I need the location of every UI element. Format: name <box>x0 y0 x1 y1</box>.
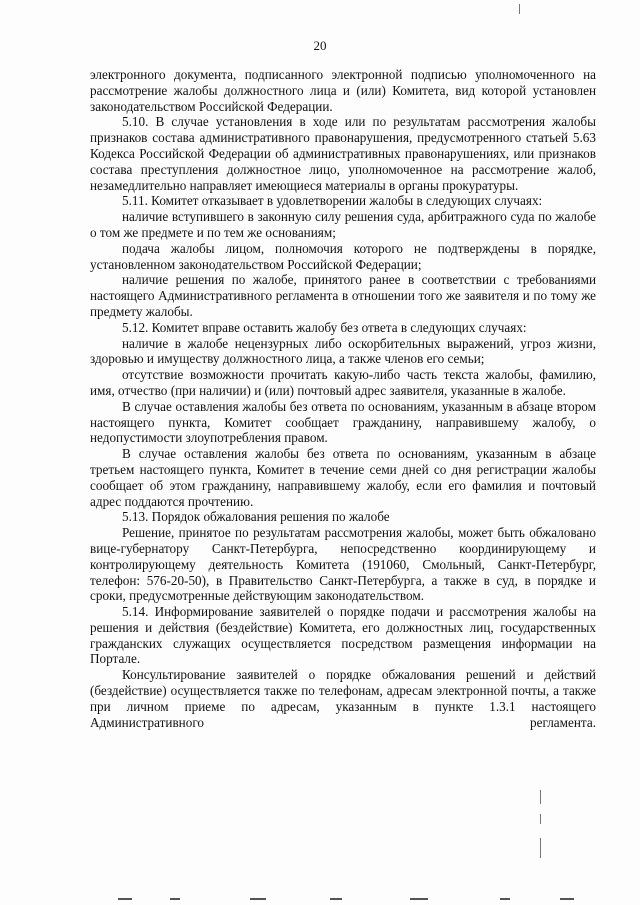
paragraph: 5.13. Порядок обжалования решения по жалобе <box>122 509 390 525</box>
paragraph: наличие решения по жалобе, принятого ранее в соответствии с требованиями настоящего Административного регламента в отношении того же заявителя и по тому же предмету жалобы. <box>90 272 596 319</box>
paragraph: В случае оставления жалобы без ответа по основаниям, указанным в абзаце третьем настоящего пункта, Комитет в течение семи дней со дня регистрации жалобы сообщает об этом гражданину, направившему жалобу, если его фамилия и почтовый адрес поддаются прочтению. <box>90 446 596 509</box>
scan-artifact-dot <box>170 898 180 900</box>
paragraph: отсутствие возможности прочитать какую-либо часть текста жалобы, фамилию, имя, отчество (при наличии) и (или) почтовый адрес заявителя, указанные в жалобе. <box>90 367 596 398</box>
scan-artifact-dot <box>330 898 342 900</box>
scan-artifact-line <box>540 790 541 804</box>
paragraph: подача жалобы лицом, полномочия которого не подтверждены в порядке, установленном законодательством Российской Федерации; <box>90 240 596 272</box>
paragraph: электронного документа, подписанного электронной подписью уполномоченного на рассмотрение жалобы должностного лица и (или) Комитета, вид которой установлен законодательством Российской Федерации. <box>90 67 596 114</box>
scan-artifact-line <box>540 838 541 858</box>
paragraph: В случае оставления жалобы без ответа по основаниям, указанным в абзаце втором настоящего пункта, Комитет сообщает гражданину, направившему жалобу, о недопустимости злоупотребления правом. <box>90 398 596 446</box>
paragraph: наличие в жалобе нецензурных либо оскорбительных выражений, угроз жизни, здоровью и имуществу должностного лица, а также членов его семьи; <box>90 335 596 367</box>
paragraph: 5.10. В случае установления в ходе или по результатам рассмотрения жалобы признаков состава административного правонарушения, предусмотренного статьей 5.63 Кодекса Российской Федерации об административных правонарушениях, или признаков состава преступления должностное лицо, уполномоченное на рассмотрение жалоб, незамедлительно направляет имеющиеся материалы в органы прокуратуры. <box>90 114 596 193</box>
paragraph: Решение, принятое по результатам рассмотрения жалобы, может быть обжаловано вице-губернатору Санкт-Петербурга, непосредственно координирующему и контролирующему деятельность Комитета (191060, Смольный, Санкт-Петербург, телефон: 576-20-50), в Правительство Санкт-Петербурга, а также в суд, в порядке и сроки, предусмотренные действующим законодательством. <box>90 525 596 604</box>
paragraph: 5.12. Комитет вправе оставить жалобу без ответа в следующих случаях: <box>122 319 527 335</box>
document-body <box>90 67 596 730</box>
paragraph: 5.11. Комитет отказывает в удовлетворении жалобы в следующих случаях: <box>122 193 543 209</box>
scan-artifact-dot <box>500 898 510 900</box>
scan-artifact-dot <box>118 898 132 900</box>
paragraph: наличие вступившего в законную силу решения суда, арбитражного суда по жалобе о том же предмете и по тем же основаниям; <box>90 209 596 240</box>
scan-artifact-line <box>540 814 541 824</box>
page-number: 20 <box>313 38 327 53</box>
scan-artifact-dot <box>560 898 574 900</box>
scan-artifact-dot <box>250 898 266 900</box>
scan-artifact-line <box>519 4 520 14</box>
paragraph: Консультирование заявителей о порядке обжалования решений и действий (бездействие) осуществляется также по телефонам, адресам электронной почты, а также при личном приеме по адресам, указанным в пункте 1.3.1 настоящего Административного регламента. <box>90 667 596 730</box>
scan-artifact-dot <box>410 898 428 900</box>
paragraph: 5.14. Информирование заявителей о порядке подачи и рассмотрения жалобы на решения и действия (бездействие) Комитета, его должностных лиц, государственных гражданских служащих осуществляется посредством размещения информации на Портале. <box>90 604 596 667</box>
